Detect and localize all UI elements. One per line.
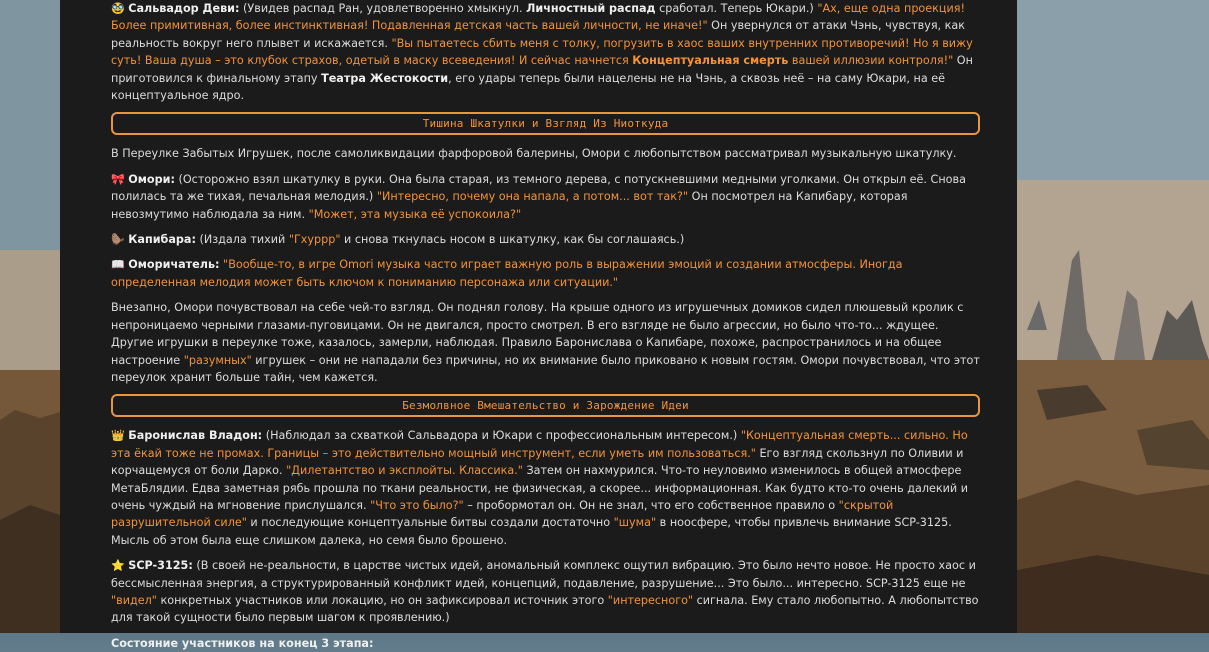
bold-term: Личностный распад	[526, 2, 656, 15]
ribbon-icon: 🎀	[111, 172, 125, 186]
quote-text: вашей иллюзии контроля!"	[788, 54, 954, 68]
narration-text: и последующие концептуальные битвы создали достаточно	[246, 516, 614, 530]
narration-text: конкретных участников или локацию, но он зафиксировал источник этого	[156, 593, 608, 607]
chat-message-panel	[60, 0, 1017, 650]
paragraph-capybara	[111, 231, 980, 248]
paragraph-omorichatel	[111, 256, 980, 291]
book-icon: 📖	[111, 258, 125, 272]
quote-text: "Вы пытаетесь сбить меня с толку, погрузить в хаос ваших внутренних противоречий! Но я вижу суть! Ваша душа – это клубок страхов, одетый в маску всеведения! И сейчас начнется	[111, 36, 973, 68]
section-banner: Безмолвное Вмешательство и Зарождение Идеи	[111, 394, 980, 417]
paragraph-salvador	[111, 0, 980, 104]
narration-text: (В своей не-реальности, в царстве чистых идей, аномальный комплекс ощутил вибрацию. Это было нечто новое. Не просто хаос и бессмысленная энергия, а структурированный конфликт идей, концепций, подавление, разрушение... Это было... интересно. SCP-3125 еще не	[111, 559, 976, 590]
paragraph-narration: В Переулке Забытых Игрушек, после самоликвидации фарфоровой балерины, Омори с любопытством рассматривал музыкальную шкатулку.	[111, 147, 957, 161]
narration-text: Он приготовился к финальному этапу	[111, 54, 973, 85]
speaker-name: Сальвадор Деви:	[128, 2, 240, 15]
speaker-name: Капибара:	[128, 233, 196, 247]
quote-text: "Интересно, почему она напала, а потом... вот так?"	[376, 190, 689, 204]
quote-bold-term: Концептуальная смерть	[632, 54, 789, 68]
narration-text: (Издала тихий	[195, 233, 289, 247]
narration-text: – пробормотал он. Он не знал, что его собственное правило о	[463, 498, 839, 512]
paragraph-omori	[111, 171, 980, 223]
narration-text: , его удары теперь были нацелены не на Чэнь, а сквозь неё – на саму Юкари, на её концептуальное ядро.	[111, 71, 946, 103]
quote-text: "видел"	[111, 593, 157, 607]
background-scenery-right	[1017, 0, 1209, 633]
quote-text: "Что это было?"	[370, 498, 464, 512]
quote-text: "Ах, еще одна проекция! Более примитивная, более инстинктивная! Подавленная детская часть вашей личности, не иначе!"	[111, 2, 966, 33]
narration-text: Он посмотрел на Капибару, которая невозмутимо наблюдала за ним.	[111, 190, 908, 221]
narration-text: и снова ткнулась носом в шкатулку, как бы соглашаясь.)	[340, 233, 685, 247]
paragraph-baronislav	[111, 427, 980, 549]
narration-text: (Увидев распад Ран, удовлетворенно хмыкнул.	[239, 2, 527, 15]
narration-text: (Осторожно взял шкатулку в руки. Она была старая, из темного дерева, с потускневшими медными уголками. Он открыл её. Снова полилась та же тихая, печальная мелодия.)	[111, 172, 966, 204]
narration-text: Его взгляд скользнул по Оливии и корчащемуся от боли Дарко.	[111, 446, 964, 478]
narration-text: в ноосфере, чтобы привлечь внимание SCP-3125. Мысль об этом была еще слишком далека, но семя было брошено.	[111, 516, 952, 547]
section-banner: Тишина Шкатулки и Взгляд Из Ниоткуда	[111, 112, 980, 135]
narration-text: сработал. Теперь Юкари.)	[655, 2, 818, 15]
quote-text: "Вообще-то, в игре Omori музыка часто играет важную роль в выражении эмоций и создании атмосферы. Иногда определенная мелодия может быть ключом к пониманию персонажа или ситуации."	[111, 258, 903, 289]
quote-text: "скрытой разрушительной силе"	[111, 498, 894, 530]
paragraph-scp3125	[111, 557, 980, 627]
star-icon: ⭐	[111, 559, 125, 573]
crown-icon: 👑	[111, 429, 125, 443]
final-status-heading: Состояние участников на конец 3 этапа:	[111, 636, 374, 650]
bold-term: Театра Жестокости	[321, 71, 449, 85]
beaver-icon: 🦫	[111, 233, 125, 247]
narration-text: Он увернулся от атаки Чэнь, чувствуя, как реальность вокруг него плывет и искажается.	[111, 19, 966, 50]
narration-text: Затем он нахмурился. Что-то неуловимо изменилось в общей атмосфере МетаБлядии. Едва заметная рябь прошла по ткани реальности, не физическая, а скорее... информационная. Как будто кто-то очень далекий и очень чуждый на мгновение прислушался.	[111, 464, 969, 512]
quote-text: "шума"	[613, 516, 657, 530]
speaker-name: SCP-3125:	[128, 559, 193, 573]
speaker-name: Омори:	[128, 172, 175, 186]
narration-text: (Наблюдал за схваткой Сальвадора и Юкари с профессиональным интересом.)	[262, 429, 741, 443]
quote-text: "Концептуальная смерть... сильно. Но эта ёкай тоже не промах. Границы – это действительно мощный инструмент, если уметь им пользоваться."	[111, 429, 968, 460]
quote-text: "Гхуррр"	[288, 233, 341, 247]
quote-text: "разумных"	[183, 353, 252, 367]
speaker-name: Баронислав Владон:	[128, 429, 263, 443]
quote-text: "Может, эта музыка её успокоила?"	[308, 207, 522, 221]
speaker-name: Оморичатель:	[128, 258, 220, 272]
narration-text: игрушек – они не нападали без причины, но их внимание было приковано к новым гостям. Омори почувствовал, что этот переулок хранит больше тайн, чем кажется.	[111, 353, 980, 384]
quote-text: "Дилетантство и эксплойты. Классика."	[286, 464, 523, 478]
paragraph-narration	[111, 299, 980, 386]
disguise-face-icon: 🥸	[111, 2, 125, 15]
narration-text: сигнала. Ему стало любопытно. А любопытство для такой сущности было первым шагом к проявлению.)	[111, 593, 979, 625]
background-scenery-left	[0, 0, 60, 633]
narration-text: Внезапно, Омори почувствовал на себе чей-то взгляд. Он поднял голову. На крыше одного из игрушечных домиков сидел плюшевый кролик с непроницаемо черными глазами-пуговицами. Он не двигался, просто смотрел. В его взгляде не было агрессии, но было что-то... ждущее. Другие игрушки в переулке тоже, казалось, замерли, наблюдая. Правило Баронислава о Капибаре, похоже, распространилось и на общее настроение	[111, 301, 964, 367]
quote-text: "интересного"	[607, 593, 694, 607]
